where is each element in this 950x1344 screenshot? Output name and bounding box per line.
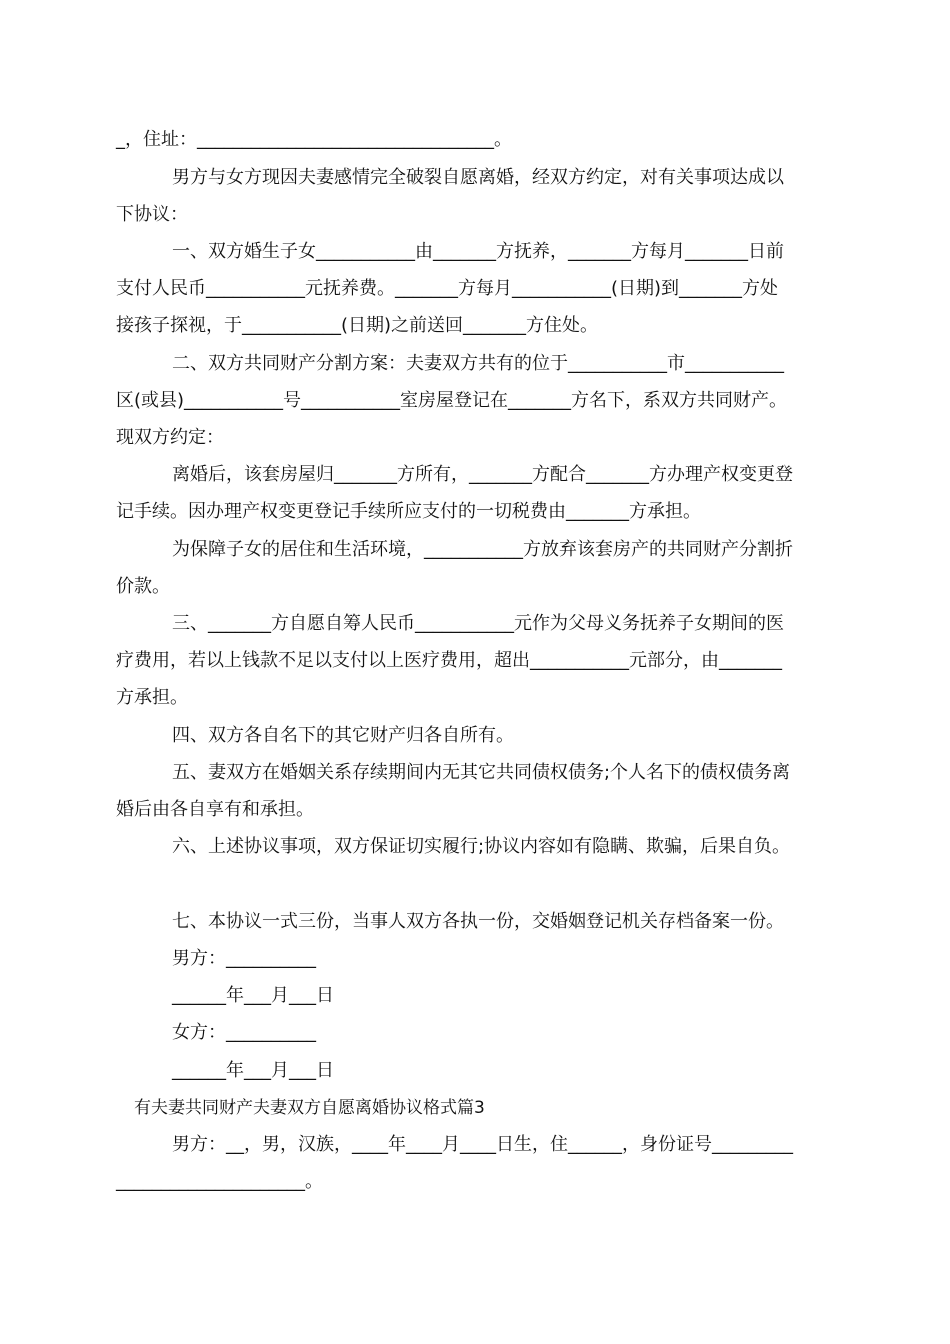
male-info-line-1: 男方：__，男，汉族，____年____月____日生，住______，身份证号_________ xyxy=(172,1134,793,1155)
clause-1-line-3: 接孩子探视，于___________(日期)之前送回_______方住处。 xyxy=(116,315,599,336)
intro-paragraph-line-2: 下协议： xyxy=(116,204,188,225)
clause-2-line-3: 现双方约定： xyxy=(116,427,224,448)
male-signature-line: 男方：__________ xyxy=(172,948,316,969)
clause-1-line-1: 一、双方婚生子女___________由_______方抚养，_______方每月_______日前 xyxy=(172,241,784,262)
female-signature-line: 女方：__________ xyxy=(172,1022,316,1043)
female-date-line: ______年___月___日 xyxy=(172,1060,334,1081)
male-date-line: ______年___月___日 xyxy=(172,985,334,1006)
male-info-line-2: _____________________。 xyxy=(116,1171,323,1192)
children-paragraph-line-2: 价款。 xyxy=(116,576,170,597)
clause-3-line-1: 三、_______方自愿自筹人民币___________元作为父母义务抚养子女期间的医 xyxy=(172,613,784,634)
children-paragraph-line-1: 为保障子女的居住和生活环境，___________方放弃该套房产的共同财产分割折 xyxy=(172,539,793,560)
clause-1-line-2: 支付人民币___________元抚养费。_______方每月___________(日期)到_______方处 xyxy=(116,278,779,299)
clause-4: 四、双方各自名下的其它财产归各自所有。 xyxy=(172,725,514,746)
clause-3-line-3: 方承担。 xyxy=(116,687,188,708)
clause-2-line-2: 区(或县)___________号___________室房屋登记在_______方名下，系双方共同财产。 xyxy=(116,390,788,411)
clause-2-line-1: 二、双方共同财产分割方案：夫妻双方共有的位于___________市___________ xyxy=(172,353,784,374)
clause-6: 六、上述协议事项，双方保证切实履行;协议内容如有隐瞒、欺骗，后果自负。 xyxy=(172,836,791,857)
section-heading: 有夫妻共同财产夫妻双方自愿离婚协议格式篇3 xyxy=(134,1098,485,1118)
clause-3-line-2: 疗费用，若以上钱款不足以支付以上医疗费用，超出___________元部分，由_______ xyxy=(116,650,782,671)
address-line: _，住址：_________________________________。 xyxy=(116,129,512,150)
clause-5-line-2: 婚后由各自享有和承担。 xyxy=(116,799,314,820)
intro-paragraph-line-1: 男方与女方现因夫妻感情完全破裂自愿离婚，经双方约定，对有关事项达成以 xyxy=(172,167,784,188)
clause-7: 七、本协议一式三份，当事人双方各执一份，交婚姻登记机关存档备案一份。 xyxy=(172,911,784,932)
house-paragraph-line-1: 离婚后，该套房屋归_______方所有，_______方配合_______方办理产权变更登 xyxy=(172,464,793,485)
clause-5-line-1: 五、妻双方在婚姻关系存续期间内无其它共同债权债务;个人名下的债权债务离 xyxy=(172,762,791,783)
house-paragraph-line-2: 记手续。因办理产权变更登记手续所应支付的一切税费由_______方承担。 xyxy=(116,501,701,522)
